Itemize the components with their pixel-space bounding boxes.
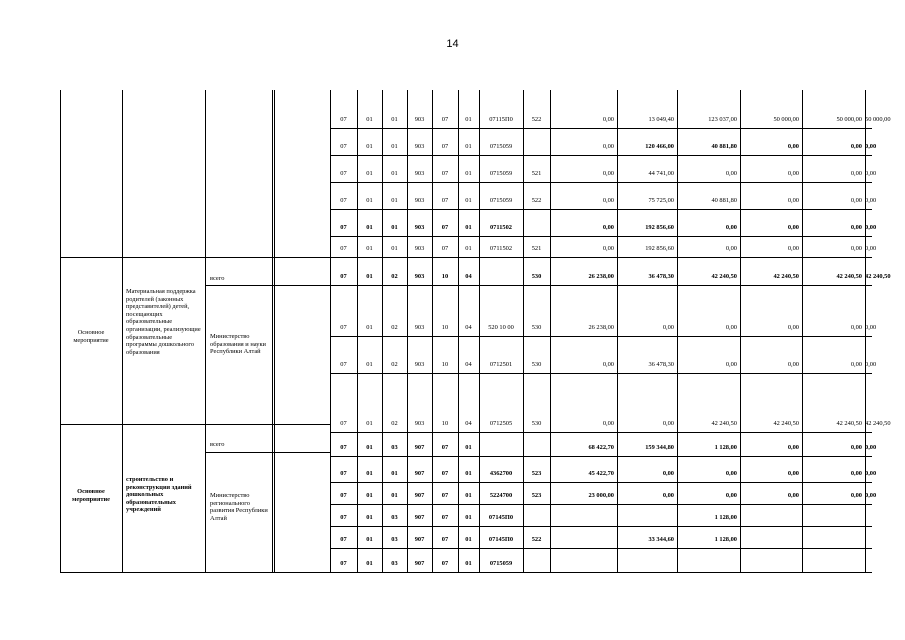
row-value-cell: 0,00 bbox=[865, 324, 877, 331]
row-code-cell: 523 bbox=[531, 470, 542, 477]
row-code-cell: 903 bbox=[414, 245, 425, 252]
row-code-cell: 01 bbox=[366, 245, 373, 252]
row-value-cell: 0,00 bbox=[850, 170, 862, 177]
row-value-cell: 0,00 bbox=[662, 470, 674, 477]
row-code-cell: 907 bbox=[414, 492, 425, 499]
row-value-cell: 0,00 bbox=[865, 224, 877, 231]
row-value-cell: 33 344,60 bbox=[648, 536, 674, 543]
row-value-cell: 0,00 bbox=[725, 224, 737, 231]
row-value-cell: 40 881,80 bbox=[711, 197, 737, 204]
row-code-cell: 522 bbox=[531, 197, 542, 204]
row-value-cell: 0,00 bbox=[725, 324, 737, 331]
row-code-cell: 01 bbox=[366, 197, 373, 204]
table-grid-line bbox=[60, 424, 330, 425]
row-code-cell: 01 bbox=[391, 470, 398, 477]
row-code-cell: 03 bbox=[391, 560, 398, 567]
row-code-cell: 01 bbox=[465, 514, 472, 521]
row-code-cell: 521 bbox=[531, 245, 542, 252]
row-value-cell: 42 240,50 bbox=[711, 420, 737, 427]
row-code-cell: 10 bbox=[441, 420, 449, 427]
row-value-cell: 0,00 bbox=[850, 224, 862, 231]
row-value-cell: 0,00 bbox=[850, 444, 862, 451]
row-value-cell: 45 422,70 bbox=[588, 470, 614, 477]
row-value-cell: 75 725,00 bbox=[648, 197, 674, 204]
table-grid-line bbox=[272, 90, 273, 572]
row-code-cell: 530 bbox=[531, 420, 542, 427]
row-code-cell: 01 bbox=[366, 470, 373, 477]
row-code-cell: 01 bbox=[391, 492, 398, 499]
row-code-cell: 07 bbox=[340, 492, 347, 499]
row-value-cell: 42 240,50 bbox=[711, 273, 737, 280]
row-code-cell: 07 bbox=[340, 116, 347, 123]
row-code-cell: 07 bbox=[441, 143, 449, 150]
section-executor: Министерство образования и науки Республики Алтай bbox=[210, 333, 266, 356]
row-code-cell: 01 bbox=[366, 170, 373, 177]
row-code-cell: 907 bbox=[414, 560, 425, 567]
row-code-cell: 0712501 bbox=[489, 361, 513, 368]
row-code-cell: 07 bbox=[441, 492, 449, 499]
table-grid-line bbox=[274, 90, 275, 572]
row-code-cell: 01 bbox=[391, 143, 398, 150]
row-code-cell: 01 bbox=[366, 143, 373, 150]
row-code-cell: 01 bbox=[366, 116, 373, 123]
table-grid-line bbox=[330, 236, 872, 237]
row-value-cell: 1 128,00 bbox=[714, 444, 737, 451]
row-value-cell: 0,00 bbox=[725, 470, 737, 477]
row-value-cell: 0,00 bbox=[787, 492, 799, 499]
row-code-cell: 01 bbox=[366, 560, 373, 567]
row-value-cell: 0,00 bbox=[865, 444, 877, 451]
row-value-cell: 192 856,60 bbox=[645, 224, 674, 231]
row-value-cell: 0,00 bbox=[602, 143, 614, 150]
row-code-cell: 01 bbox=[391, 245, 398, 252]
row-code-cell: 10 bbox=[441, 273, 449, 280]
row-code-cell: 01 bbox=[465, 444, 472, 451]
row-value-cell: 123 037,00 bbox=[708, 116, 737, 123]
table-grid-line bbox=[330, 482, 872, 483]
row-code-cell: 07 bbox=[340, 470, 347, 477]
table-grid-line bbox=[122, 90, 123, 572]
table-grid-line bbox=[205, 452, 330, 453]
row-value-cell: 0,00 bbox=[850, 324, 862, 331]
row-code-cell: 07 bbox=[340, 273, 347, 280]
row-value-cell: 23 000,00 bbox=[588, 492, 614, 499]
row-value-cell: 0,00 bbox=[865, 143, 877, 150]
row-code-cell: 530 bbox=[531, 361, 542, 368]
row-code-cell: 04 bbox=[465, 273, 472, 280]
row-code-cell: 4362700 bbox=[489, 470, 513, 477]
table-grid-line bbox=[330, 432, 872, 433]
row-code-cell: 903 bbox=[414, 170, 425, 177]
row-code-cell: 530 bbox=[531, 273, 542, 280]
row-code-cell: 01 bbox=[366, 224, 373, 231]
row-code-cell: 02 bbox=[391, 361, 398, 368]
row-code-cell: 07 bbox=[441, 444, 449, 451]
row-value-cell: 42 240,50 bbox=[836, 420, 862, 427]
row-code-cell: 0715059 bbox=[489, 560, 513, 567]
row-code-cell: 903 bbox=[414, 116, 425, 123]
row-code-cell: 01 bbox=[465, 492, 472, 499]
row-code-cell: 01 bbox=[465, 470, 472, 477]
row-value-cell: 50 000,00 bbox=[836, 116, 862, 123]
table-grid-line bbox=[330, 548, 872, 549]
table-grid-line bbox=[330, 336, 872, 337]
row-code-cell: 07 bbox=[441, 224, 449, 231]
row-code-cell: 0715059 bbox=[489, 197, 513, 204]
row-code-cell: 07 bbox=[441, 170, 449, 177]
row-value-cell: 0,00 bbox=[787, 170, 799, 177]
row-value-cell: 0,00 bbox=[662, 492, 674, 499]
row-code-cell: 10 bbox=[441, 361, 449, 368]
table-grid-line bbox=[205, 285, 330, 286]
row-value-cell: 0,00 bbox=[865, 170, 877, 177]
row-code-cell: 01 bbox=[465, 170, 472, 177]
section-name: Материальная поддержка родителей (законных представителей) детей, посещающих образовательные организации, реализующие образовательные программы дошкольного образования bbox=[126, 288, 201, 356]
row-code-cell: 07 bbox=[340, 514, 347, 521]
table-grid-line bbox=[330, 182, 872, 183]
row-code-cell: 07 bbox=[340, 197, 347, 204]
row-code-cell: 07 bbox=[441, 514, 449, 521]
row-value-cell: 0,00 bbox=[602, 361, 614, 368]
row-code-cell: 01 bbox=[465, 116, 472, 123]
row-value-cell: 0,00 bbox=[662, 420, 674, 427]
row-code-cell: 07 bbox=[340, 536, 347, 543]
row-value-cell: 120 466,00 bbox=[645, 143, 674, 150]
section-executor: Министерство регионального развития Республики Алтай bbox=[210, 492, 268, 522]
row-code-cell: 522 bbox=[531, 116, 542, 123]
table-grid-line bbox=[205, 90, 206, 572]
row-code-cell: 903 bbox=[414, 324, 425, 331]
row-code-cell: 01 bbox=[465, 536, 472, 543]
row-code-cell: 907 bbox=[414, 444, 425, 451]
row-code-cell: 903 bbox=[414, 420, 425, 427]
table-grid-line bbox=[60, 90, 61, 572]
row-code-cell: 07 bbox=[441, 536, 449, 543]
row-code-cell: 01 bbox=[366, 273, 373, 280]
row-value-cell: 36 478,30 bbox=[648, 361, 674, 368]
section-executor-total: всего bbox=[210, 441, 225, 448]
row-code-cell: 01 bbox=[465, 224, 472, 231]
row-code-cell: 01 bbox=[465, 560, 472, 567]
row-value-cell: 0,00 bbox=[865, 197, 877, 204]
row-code-cell: 01 bbox=[366, 420, 373, 427]
row-value-cell: 0,00 bbox=[602, 420, 614, 427]
row-value-cell: 0,00 bbox=[602, 224, 614, 231]
row-code-cell: 0715059 bbox=[489, 170, 513, 177]
row-code-cell: 03 bbox=[391, 514, 398, 521]
budget-table bbox=[60, 90, 891, 572]
row-value-cell: 0,00 bbox=[725, 361, 737, 368]
row-value-cell: 1 128,00 bbox=[714, 514, 737, 521]
table-grid-line bbox=[330, 373, 872, 374]
row-value-cell: 0,00 bbox=[725, 245, 737, 252]
row-code-cell: 01 bbox=[391, 224, 398, 231]
row-value-cell: 50 000,00 bbox=[865, 116, 891, 123]
row-code-cell: 07 bbox=[340, 444, 347, 451]
row-value-cell: 13 049,40 bbox=[648, 116, 674, 123]
row-value-cell: 0,00 bbox=[662, 324, 674, 331]
row-value-cell: 0,00 bbox=[602, 116, 614, 123]
row-value-cell: 0,00 bbox=[865, 470, 877, 477]
row-value-cell: 36 478,30 bbox=[648, 273, 674, 280]
row-value-cell: 0,00 bbox=[787, 470, 799, 477]
row-value-cell: 26 238,00 bbox=[588, 324, 614, 331]
table-grid-line bbox=[330, 285, 872, 286]
row-code-cell: 521 bbox=[531, 170, 542, 177]
row-code-cell: 07 bbox=[441, 470, 449, 477]
row-value-cell: 159 344,80 bbox=[645, 444, 674, 451]
row-value-cell: 42 240,50 bbox=[773, 273, 799, 280]
row-code-cell: 01 bbox=[366, 361, 373, 368]
section-executor-total: всего bbox=[210, 275, 225, 282]
row-code-cell: 07 bbox=[441, 116, 449, 123]
row-code-cell: 04 bbox=[465, 361, 472, 368]
table-grid-line bbox=[330, 504, 872, 505]
page-number: 14 bbox=[446, 38, 459, 50]
row-code-cell: 907 bbox=[414, 536, 425, 543]
row-code-cell: 5224700 bbox=[489, 492, 513, 499]
row-value-cell: 0,00 bbox=[602, 197, 614, 204]
row-code-cell: 07 bbox=[340, 420, 347, 427]
row-value-cell: 0,00 bbox=[850, 361, 862, 368]
row-value-cell: 0,00 bbox=[865, 361, 877, 368]
row-code-cell: 0711502 bbox=[489, 245, 513, 252]
row-value-cell: 0,00 bbox=[787, 143, 799, 150]
row-code-cell: 903 bbox=[414, 224, 425, 231]
row-value-cell: 0,00 bbox=[865, 245, 877, 252]
row-value-cell: 0,00 bbox=[850, 143, 862, 150]
row-code-cell: 07115П0 bbox=[489, 116, 513, 123]
row-value-cell: 0,00 bbox=[787, 197, 799, 204]
row-value-cell: 42 240,50 bbox=[773, 420, 799, 427]
row-code-cell: 02 bbox=[391, 273, 398, 280]
row-value-cell: 0,00 bbox=[602, 170, 614, 177]
row-value-cell: 0,00 bbox=[787, 224, 799, 231]
row-value-cell: 1 128,00 bbox=[714, 536, 737, 543]
row-value-cell: 0,00 bbox=[602, 245, 614, 252]
section-level: Основное мероприятие bbox=[73, 329, 109, 344]
row-code-cell: 01 bbox=[391, 170, 398, 177]
row-code-cell: 522 bbox=[531, 536, 542, 543]
row-value-cell: 0,00 bbox=[850, 197, 862, 204]
row-code-cell: 01 bbox=[391, 116, 398, 123]
section-level: Основное мероприятие bbox=[72, 488, 110, 503]
row-value-cell: 42 240,50 bbox=[836, 273, 862, 280]
table-grid-line bbox=[330, 155, 872, 156]
row-code-cell: 07 bbox=[340, 170, 347, 177]
row-code-cell: 907 bbox=[414, 514, 425, 521]
row-code-cell: 10 bbox=[441, 324, 449, 331]
row-code-cell: 04 bbox=[465, 420, 472, 427]
row-code-cell: 04 bbox=[465, 324, 472, 331]
row-value-cell: 44 741,00 bbox=[648, 170, 674, 177]
row-value-cell: 42 240,50 bbox=[865, 420, 891, 427]
row-code-cell: 01 bbox=[465, 143, 472, 150]
row-value-cell: 0,00 bbox=[850, 492, 862, 499]
row-code-cell: 07 bbox=[441, 197, 449, 204]
table-grid-line bbox=[60, 257, 330, 258]
table-grid-line bbox=[330, 526, 872, 527]
row-code-cell: 903 bbox=[414, 197, 425, 204]
row-code-cell: 903 bbox=[414, 143, 425, 150]
row-code-cell: 530 bbox=[531, 324, 542, 331]
row-value-cell: 0,00 bbox=[787, 324, 799, 331]
row-value-cell: 26 238,00 bbox=[588, 273, 614, 280]
row-code-cell: 01 bbox=[366, 492, 373, 499]
row-code-cell: 07145П0 bbox=[488, 514, 514, 521]
row-code-cell: 903 bbox=[414, 361, 425, 368]
row-code-cell: 01 bbox=[465, 245, 472, 252]
row-value-cell: 40 881,80 bbox=[711, 143, 737, 150]
row-value-cell: 0,00 bbox=[725, 492, 737, 499]
section-name: строительство и реконструкция зданий дошкольных образовательных учреждений bbox=[126, 476, 192, 514]
row-code-cell: 520 10 00 bbox=[488, 324, 514, 331]
row-code-cell: 01 bbox=[366, 536, 373, 543]
row-value-cell: 192 856,60 bbox=[645, 245, 674, 252]
row-value-cell: 0,00 bbox=[787, 444, 799, 451]
row-code-cell: 01 bbox=[366, 444, 373, 451]
row-value-cell: 0,00 bbox=[725, 170, 737, 177]
row-code-cell: 07 bbox=[340, 143, 347, 150]
row-value-cell: 0,00 bbox=[850, 470, 862, 477]
row-code-cell: 907 bbox=[414, 470, 425, 477]
row-code-cell: 07 bbox=[340, 361, 347, 368]
table-grid-line bbox=[330, 209, 872, 210]
row-code-cell: 07145П0 bbox=[488, 536, 514, 543]
table-grid-line bbox=[330, 257, 872, 258]
row-code-cell: 0711502 bbox=[489, 224, 512, 231]
table-grid-line bbox=[330, 128, 872, 129]
row-code-cell: 03 bbox=[391, 444, 398, 451]
row-code-cell: 07 bbox=[340, 224, 347, 231]
row-code-cell: 07 bbox=[340, 560, 347, 567]
row-code-cell: 01 bbox=[465, 197, 472, 204]
row-value-cell: 42 240,50 bbox=[865, 273, 891, 280]
row-code-cell: 02 bbox=[391, 420, 398, 427]
row-value-cell: 50 000,00 bbox=[773, 116, 799, 123]
row-value-cell: 0,00 bbox=[787, 361, 799, 368]
table-grid-line bbox=[330, 456, 872, 457]
row-code-cell: 0715059 bbox=[489, 143, 513, 150]
row-value-cell: 0,00 bbox=[787, 245, 799, 252]
row-code-cell: 07 bbox=[340, 245, 347, 252]
row-code-cell: 03 bbox=[391, 536, 398, 543]
row-code-cell: 07 bbox=[441, 245, 449, 252]
row-code-cell: 01 bbox=[366, 514, 373, 521]
row-value-cell: 68 422,70 bbox=[588, 444, 614, 451]
row-code-cell: 02 bbox=[391, 324, 398, 331]
row-code-cell: 01 bbox=[391, 197, 398, 204]
row-code-cell: 07 bbox=[441, 560, 449, 567]
row-value-cell: 0,00 bbox=[865, 492, 877, 499]
row-code-cell: 523 bbox=[531, 492, 542, 499]
row-code-cell: 0712505 bbox=[489, 420, 513, 427]
row-code-cell: 07 bbox=[340, 324, 347, 331]
table-grid-line bbox=[60, 572, 872, 573]
row-code-cell: 01 bbox=[366, 324, 373, 331]
row-code-cell: 903 bbox=[414, 273, 425, 280]
row-value-cell: 0,00 bbox=[850, 245, 862, 252]
